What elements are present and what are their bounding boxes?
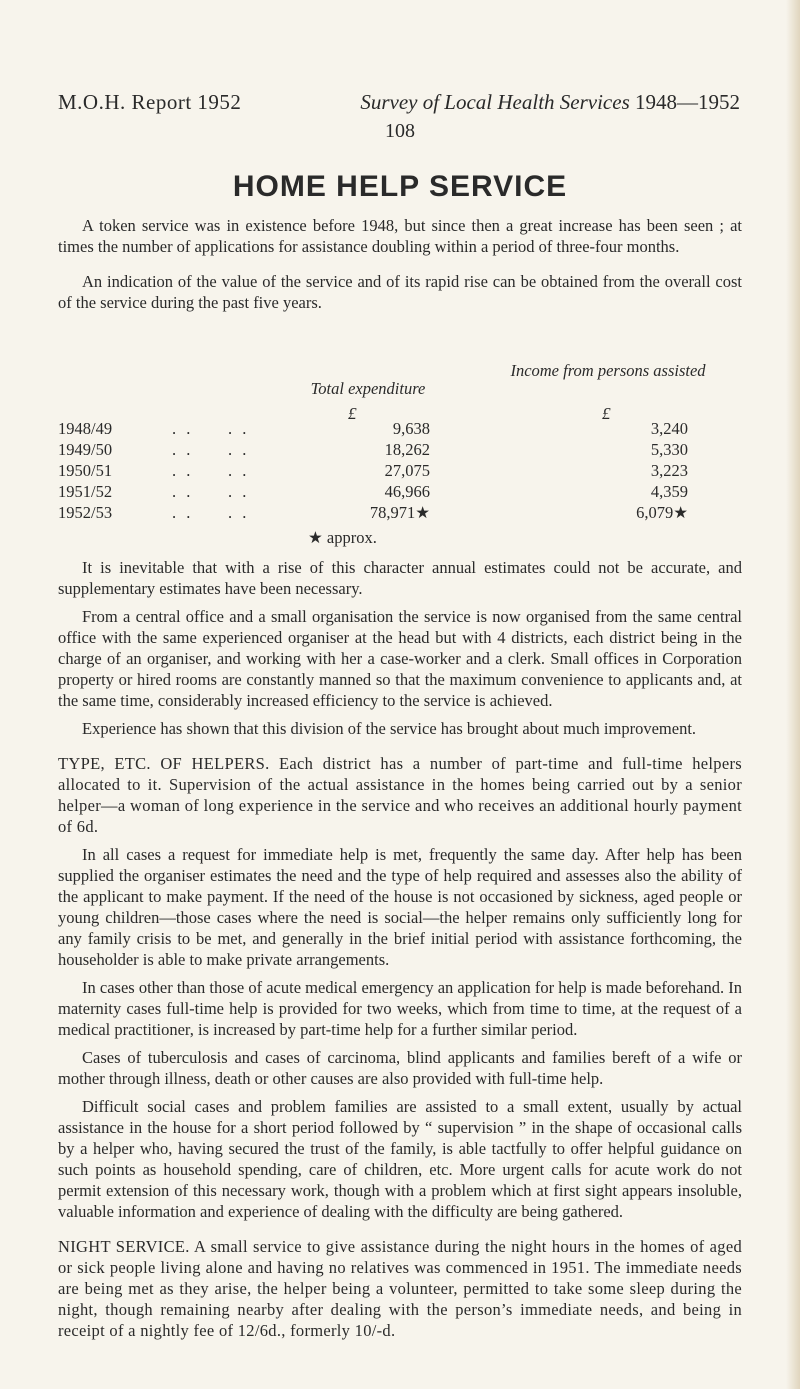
leader-dots: . . — [228, 503, 250, 522]
column-header-expenditure: Total expenditure — [310, 379, 426, 398]
running-head — [360, 90, 740, 115]
body-paragraph: It is inevitable that with a rise of this character annual estimates could not be accurate, and supplementary estimates have been necessary. — [58, 558, 742, 598]
leader-dots: . . — [172, 461, 194, 480]
body-paragraph: In all cases a request for immediate help is met, frequently the same day. After help has been supplied the organiser estimates the need and the type of help required and assesses also the ability of the applicant to make payment. If the need of the house is not occasioned by sickness, aged people or young children—those cases where the need is social—the helper remains only sufficiently long for any family crisis to be met, and generally in the brief initial period with assistance forthcoming, the householder is able to make private arrangements. — [58, 845, 742, 969]
page-title: HOME HELP SERVICE — [232, 170, 568, 203]
leader-dots: . . — [172, 440, 194, 459]
table-row — [58, 481, 748, 502]
intro-section — [58, 215, 742, 313]
page-edge-shadow — [786, 0, 800, 1389]
intro-paragraph: An indication of the value of the service and of its rapid rise can be obtained from the overall cost of the service during the past five years. — [58, 272, 742, 312]
body-paragraph: Difficult social cases and problem families are assisted to a small extent, usually by actual assistance in the house for a short period followed by “ supervision ” in the shape of occasional calls by a helper who, having secured the trust of the family, is able tactfully to offer helpful guidance on such points as household spending, care of children, etc. More urgent calls for acute work do not permit extension of this necessary work, though with a problem which at first sight appears insoluble, valuable information and experience of dealing with the difficulty are being gathered. — [58, 1097, 742, 1221]
row-income: 3,223 — [650, 461, 688, 480]
leader-dots: . . — [228, 461, 250, 480]
table-row — [58, 460, 748, 481]
row-expenditure: 9,638 — [392, 419, 430, 438]
row-expenditure: 27,075 — [384, 461, 430, 480]
row-year: 1951/52 — [58, 482, 113, 501]
table-row — [58, 439, 748, 460]
body-paragraph: Cases of tuberculosis and cases of carcinoma, blind applicants and families bereft of a wife or mother through illness, death or other causes are also provided with full-time help. — [58, 1048, 742, 1088]
row-year: 1952/53 — [58, 503, 113, 522]
body-paragraph: Experience has shown that this division of the service has brought about much improvement. — [82, 719, 697, 738]
intro-paragraph: A token service was in existence before 1948, but since then a great increase has been seen ; at times the number of applications for assistance doubling within a period of three-four months. — [58, 216, 742, 256]
leader-dots: . . — [172, 482, 194, 501]
currency-symbol: £ — [602, 404, 611, 423]
column-header-income: Income from persons assisted — [510, 361, 706, 380]
main-section — [58, 557, 742, 1341]
body-paragraph: From a central office and a small organisation the service is now organised from the same central office with the same experienced organiser at the head but with 4 districts, each district being in the charge of an organiser, and working with her a case-worker and a clerk. Small offices in Corporation property or hired rooms are constantly manned so that the maximum convenience to applicants and, at the same time, considerably increased efficiency to the service is achieved. — [58, 607, 742, 710]
report-label: M.O.H. Report 1952 — [58, 90, 242, 114]
leader-dots: . . — [228, 482, 250, 501]
table-row — [58, 418, 748, 439]
page-number: 108 — [385, 120, 415, 142]
row-expenditure: 78,971★ — [369, 503, 430, 522]
row-income: 3,240 — [650, 419, 688, 438]
row-year: 1950/51 — [58, 461, 113, 480]
currency-symbol: £ — [348, 404, 357, 423]
row-income: 6,079★ — [636, 503, 688, 522]
leader-dots: . . — [172, 419, 194, 438]
night-service-paragraph: NIGHT SERVICE. A small service to give assistance during the night hours in the homes of aged or sick people living alone and having no relatives was commenced in 1951. The immediate needs are being met as they arise, the helper being a volunteer, permitted to take some sleep during the night, though remaining nearby after dealing with the person’s immediate needs, and being in receipt of a nightly fee of 12/6d., formerly 10/-d. — [58, 1237, 742, 1340]
footnote-text: ★ approx. — [308, 528, 377, 547]
helpers-paragraph: TYPE, ETC. OF HELPERS. Each district has a number of part-time and full-time helpers allocated to it. Supervision of the actual assistance in the homes being carried out by a senior helper—a woman of long experience in the service and who receives an additional hourly payment of 6d. — [58, 754, 742, 836]
row-income: 5,330 — [650, 440, 688, 459]
row-expenditure: 18,262 — [384, 440, 430, 459]
row-year: 1949/50 — [58, 440, 113, 459]
table-row — [58, 502, 748, 523]
leader-dots: . . — [228, 419, 250, 438]
table-body — [58, 418, 748, 523]
body-paragraph: In cases other than those of acute medical emergency an application for help is made beforehand. In maternity cases full-time help is provided for two weeks, which from time to time, at the request of a medical practitioner, is increased by part-time help for a further similar period. — [58, 978, 742, 1039]
row-income: 4,359 — [650, 482, 688, 501]
survey-years: 1948—1952 — [635, 90, 740, 114]
leader-dots: . . — [228, 440, 250, 459]
row-year: 1948/49 — [58, 419, 113, 438]
survey-title: Survey of Local Health Services — [360, 90, 630, 114]
row-expenditure: 46,966 — [384, 482, 430, 501]
leader-dots: . . — [172, 503, 194, 522]
